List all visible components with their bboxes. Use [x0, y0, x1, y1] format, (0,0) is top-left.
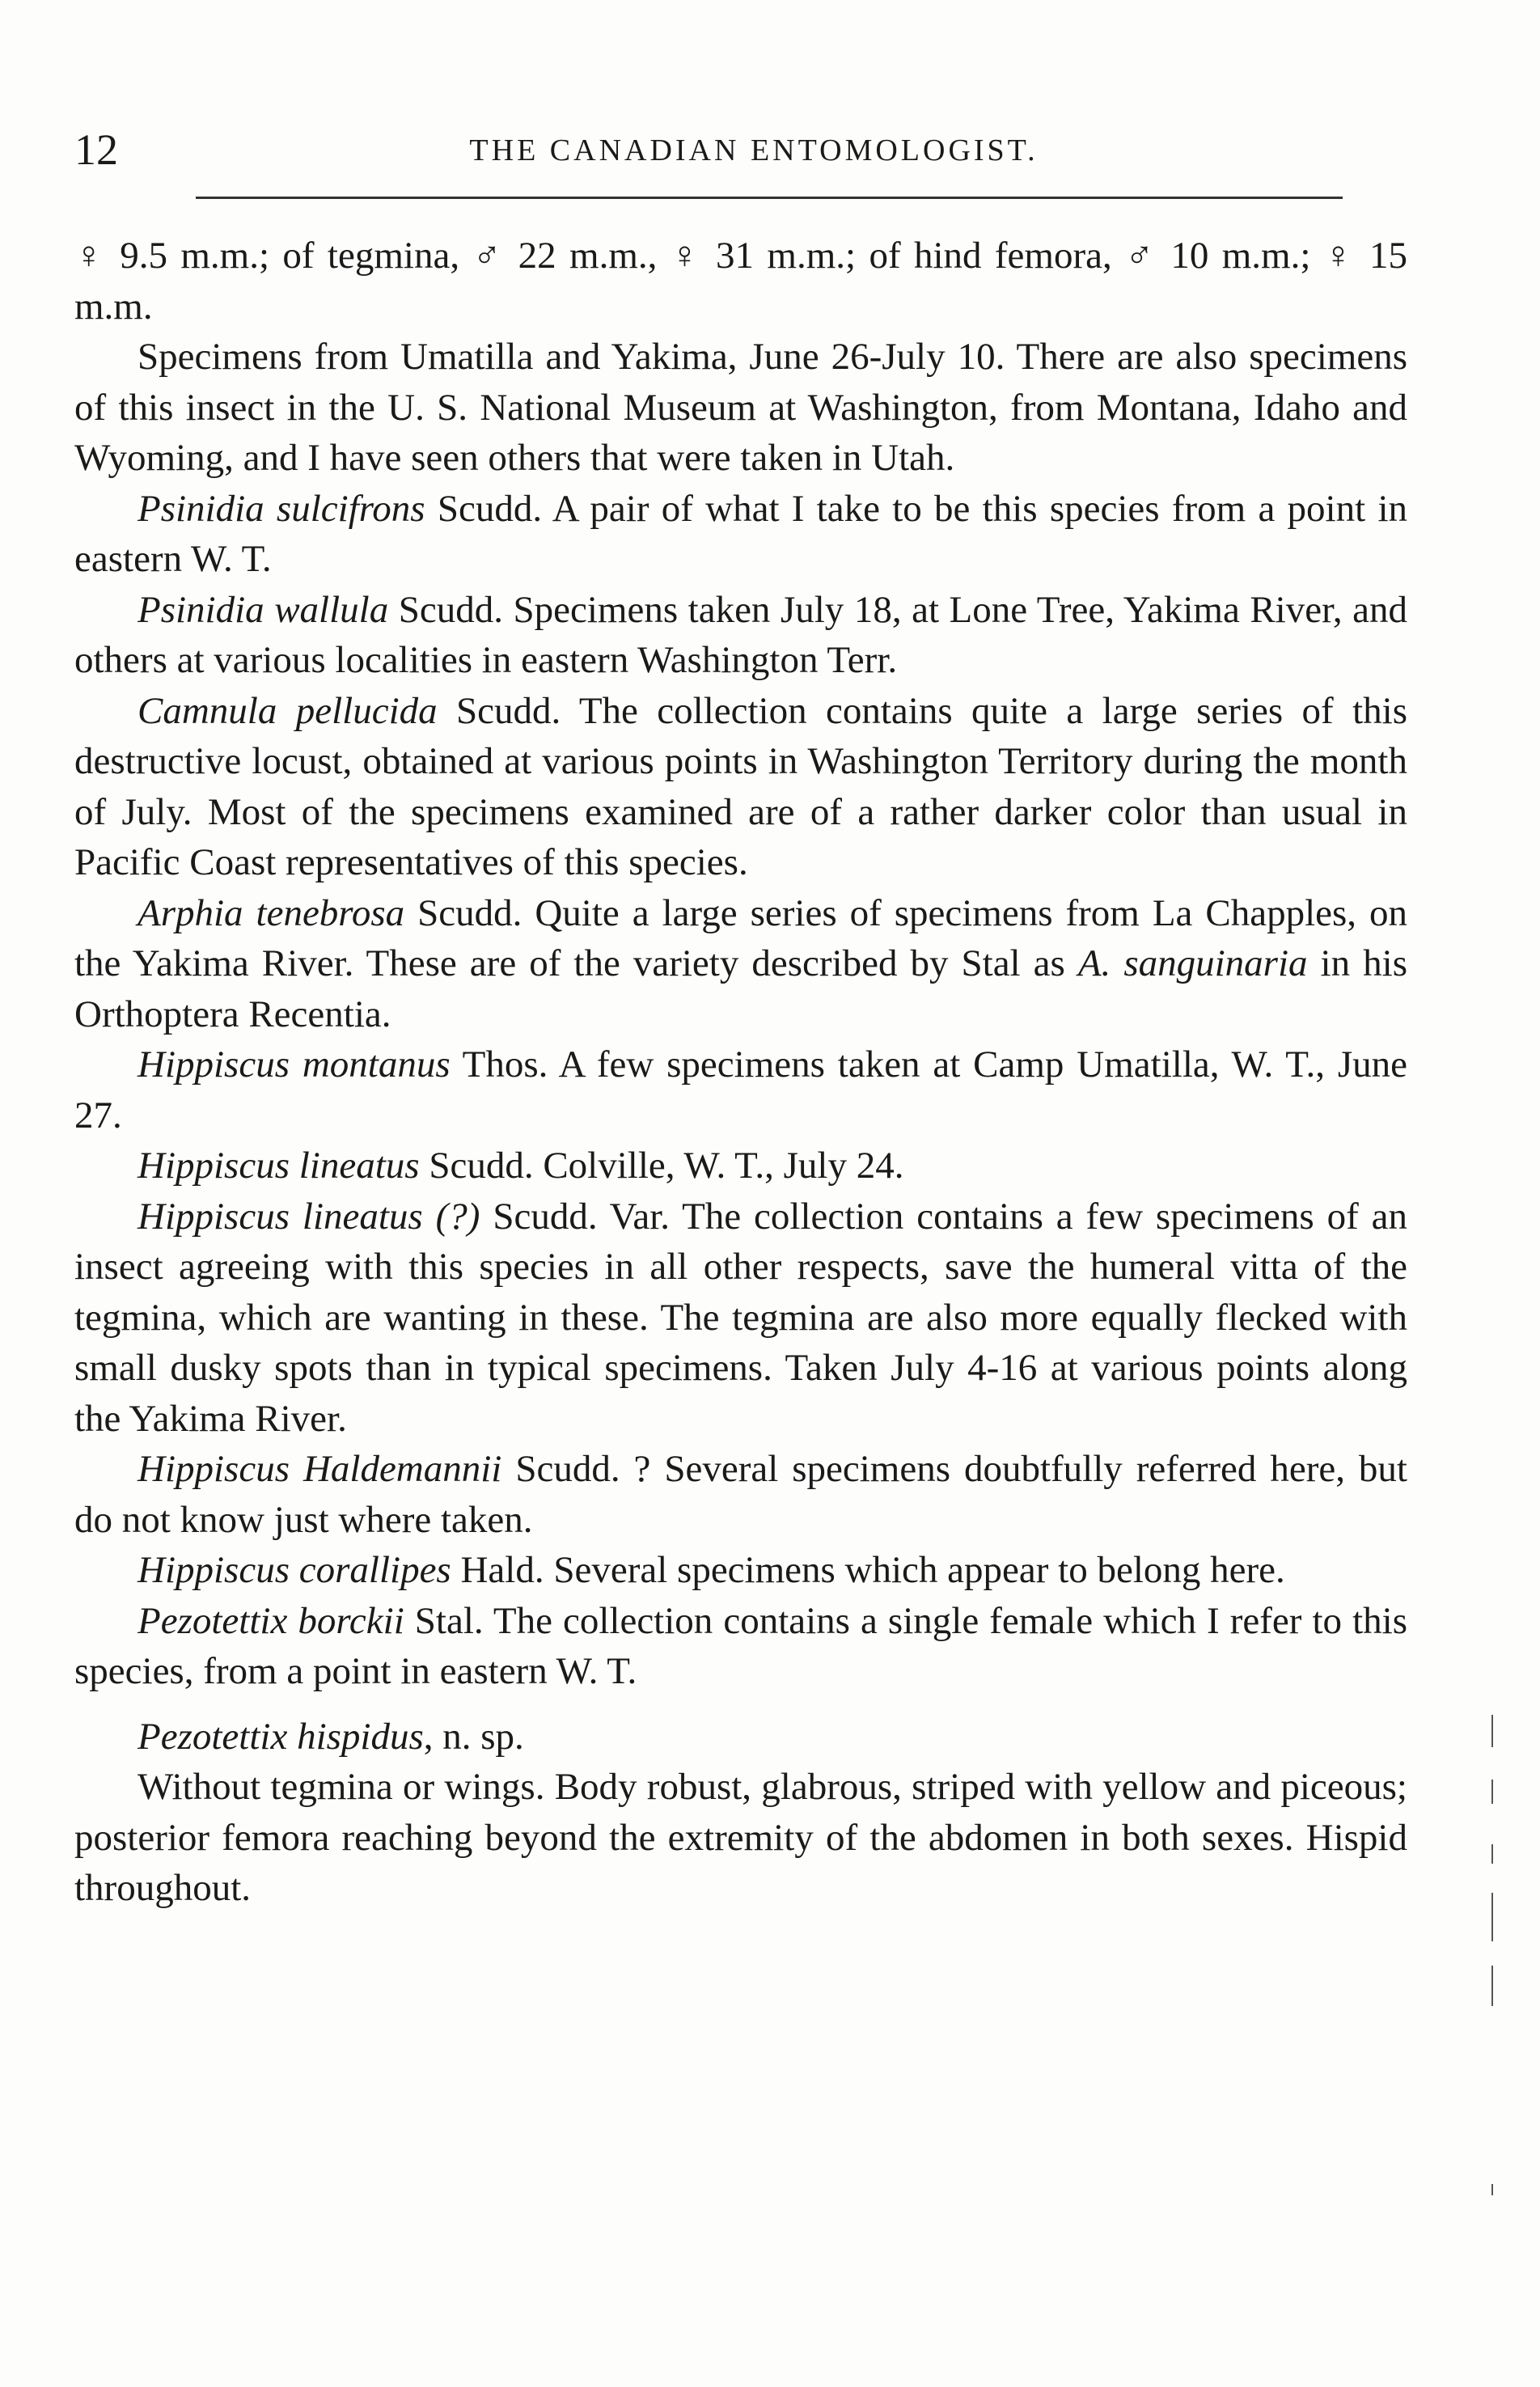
- species-name-secondary: A. sanguinaria: [1077, 942, 1308, 984]
- header-rule: [196, 197, 1343, 199]
- species-name: Pezotettix borckii: [138, 1599, 404, 1642]
- species-name: Psinidia sulcifrons: [138, 487, 425, 530]
- species-text: Scudd. Quite a large series of specimens from La Chapples, on the Yakima River. These are of the variety described by Stal as: [74, 891, 1407, 984]
- paragraph-hippiscus-haldemannii: [74, 1444, 1407, 1545]
- species-text-secondary: in his Orthoptera Recentia.: [74, 942, 1407, 1035]
- article-body: [74, 231, 1407, 1914]
- paragraph-arphia-tenebrosa: [74, 888, 1407, 1040]
- species-text: Scudd. The collection contains quite a large series of this destructive locust, obtained at various points in Washington Territory during the month of July. Most of the specimens examined are of a rather darker color than usual in Pacific Coast representatives of this species.: [74, 689, 1407, 883]
- species-name: Arphia tenebrosa: [138, 891, 405, 934]
- species-text: , n. sp.: [423, 1715, 524, 1758]
- margin-scan-marks: [1485, 1618, 1501, 2200]
- species-text: Stal. The collection contains a single female which I refer to this species, from a point in eastern W. T.: [74, 1599, 1407, 1692]
- journal-title: THE CANADIAN ENTOMOLOGIST.: [469, 133, 1039, 167]
- species-name: Hippiscus lineatus (?): [138, 1195, 480, 1238]
- paragraph-hippiscus-lineatus: [74, 1141, 1407, 1191]
- species-name: Hippiscus Haldemannii: [138, 1448, 502, 1490]
- species-text: Scudd. A pair of what I take to be this species from a point in eastern W. T.: [74, 487, 1407, 580]
- paragraph-measurements: ♀ 9.5 m.m.; of tegmina, ♂ 22 m.m., ♀ 31 m.m.; of hind femora, ♂ 10 m.m.; ♀ 15 m.m.: [74, 235, 1407, 328]
- species-name: Pezotettix hispidus: [138, 1715, 424, 1758]
- paragraph-psinidia-wallula: [74, 585, 1407, 686]
- species-name: Camnula pellucida: [138, 689, 438, 732]
- scan-mark: [1491, 1893, 1493, 1941]
- paragraph-hippiscus-montanus: [74, 1039, 1407, 1141]
- scan-mark: [1491, 2184, 1493, 2195]
- species-text: Scudd. Colville, W. T., July 24.: [419, 1145, 904, 1187]
- species-text: Hald. Several specimens which appear to belong here.: [451, 1549, 1285, 1591]
- paragraph-psinidia-sulcifrons: [74, 484, 1407, 585]
- scan-mark: [1491, 1966, 1493, 2006]
- paragraph-hippiscus-corallipes: [74, 1545, 1407, 1596]
- scan-mark: [1491, 1780, 1493, 1804]
- paragraph-hippiscus-lineatus-var: [74, 1191, 1407, 1445]
- species-name: Hippiscus montanus: [138, 1043, 451, 1086]
- paragraph-camnula-pellucida: [74, 686, 1407, 888]
- scan-mark: [1491, 1844, 1493, 1864]
- running-head: [74, 121, 1433, 178]
- species-name: Psinidia wallula: [138, 588, 389, 631]
- scan-mark: [1491, 1715, 1493, 1747]
- species-text: Scudd. Var. The collection contains a few specimens of an insect agreeing with this species in all other respects, save the humeral vitta of the tegmina, which are wanting in these. The tegmina are also more equally flecked with small dusky spots than in typical specimens. Taken July 4-16 at various points along the Yakima River.: [74, 1195, 1407, 1440]
- paragraph-pezotettix-hispidus: [74, 1712, 1407, 1763]
- species-name: Hippiscus lineatus: [138, 1145, 420, 1187]
- species-text: Thos. A few specimens taken at Camp Umatilla, W. T., June 27.: [74, 1043, 1407, 1136]
- paragraph-specimens: Specimens from Umatilla and Yakima, June 26-July 10. There are also specimens of this insect in the U. S. National Museum at Washington, from Montana, Idaho and Wyoming, and I have seen others that were taken in Utah.: [74, 336, 1407, 479]
- paragraph-pezotettix-borckii: [74, 1596, 1407, 1697]
- species-name: Hippiscus corallipes: [138, 1549, 451, 1591]
- species-text: Scudd. Specimens taken July 18, at Lone Tree, Yakima River, and others at various localities in eastern Washington Terr.: [74, 588, 1407, 681]
- species-text: Scudd. ? Several specimens doubtfully referred here, but do not know just where taken.: [74, 1448, 1407, 1541]
- page-number: 12: [74, 125, 118, 174]
- paragraph-description: Without tegmina or wings. Body robust, glabrous, striped with yellow and piceous; posterior femora reaching beyond the extremity of the abdomen in both sexes. Hispid throughout.: [74, 1766, 1407, 1909]
